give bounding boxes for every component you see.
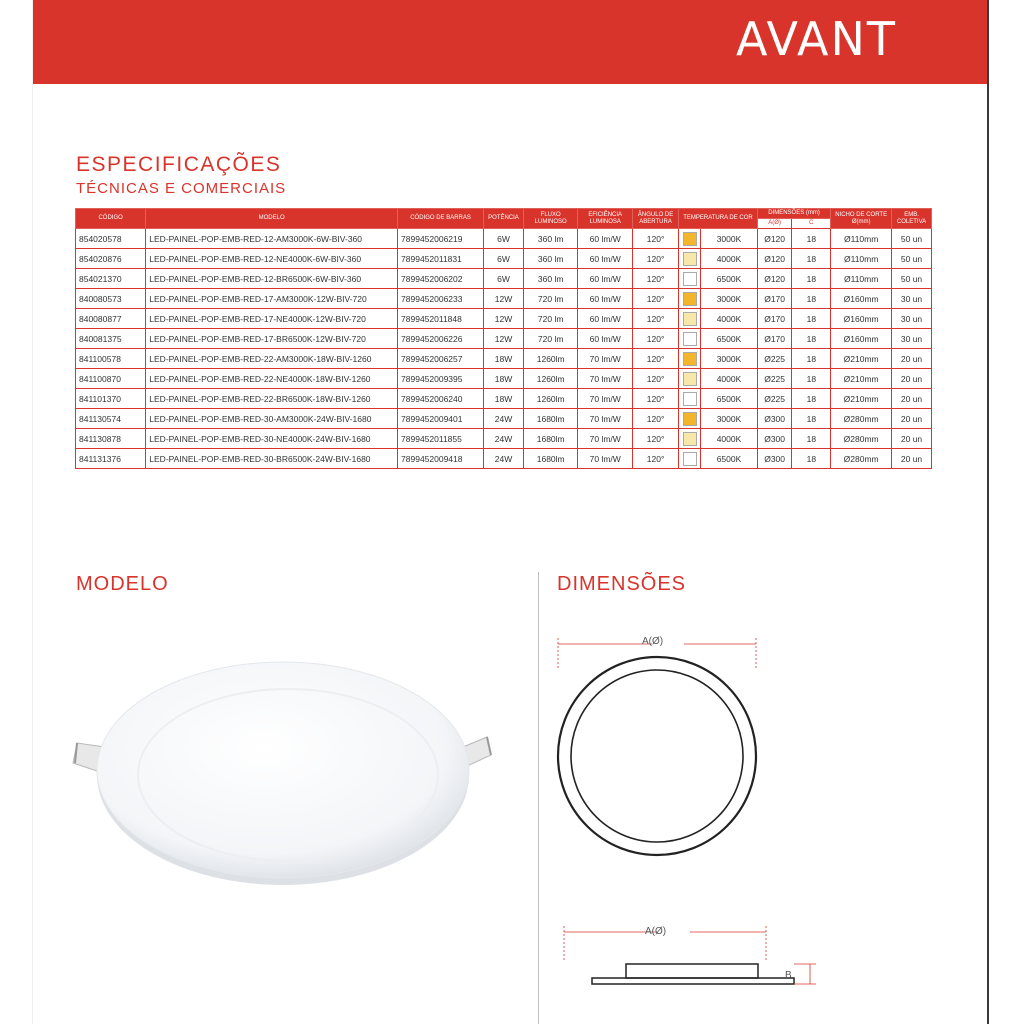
cell-angulo: 120° — [633, 229, 679, 249]
cell-c: 18 — [792, 289, 831, 309]
modelo-title: MODELO — [76, 573, 169, 595]
color-swatch — [683, 352, 697, 366]
cell-eficiencia: 60 lm/W — [578, 289, 633, 309]
cell-eficiencia: 70 lm/W — [578, 349, 633, 369]
cell-a: Ø170 — [757, 289, 792, 309]
spec-sheet-page — [32, 0, 989, 1024]
cell-potencia: 6W — [484, 249, 524, 269]
cell-a: Ø225 — [757, 369, 792, 389]
color-swatch — [683, 252, 697, 266]
cell-eficiencia: 60 lm/W — [578, 329, 633, 349]
cell-fluxo: 720 lm — [523, 289, 578, 309]
cell-a: Ø120 — [757, 249, 792, 269]
cell-fluxo: 1680lm — [523, 429, 578, 449]
cell-emb: 30 un — [892, 309, 932, 329]
heading-line1: ESPECIFICAÇÕES — [76, 153, 282, 176]
col-nicho: NICHO DE CORTE Ø(mm) — [831, 209, 892, 229]
cell-potencia: 24W — [484, 409, 524, 429]
cell-potencia: 18W — [484, 389, 524, 409]
cell-codigo: 841130574 — [76, 409, 146, 429]
col-temperatura: TEMPERATURA DE COR — [679, 209, 758, 229]
cell-nicho: Ø210mm — [831, 369, 892, 389]
color-swatch-cell — [679, 449, 701, 469]
color-swatch — [683, 452, 697, 466]
color-swatch-cell — [679, 409, 701, 429]
cell-a: Ø225 — [757, 389, 792, 409]
table-header-row — [76, 209, 932, 219]
cell-emb: 30 un — [892, 289, 932, 309]
cell-c: 18 — [792, 449, 831, 469]
cell-modelo: LED-PAINEL-POP-EMB-RED-30-NE4000K-24W-BIV-1680 — [146, 429, 398, 449]
cell-eficiencia: 70 lm/W — [578, 369, 633, 389]
cell-modelo: LED-PAINEL-POP-EMB-RED-17-NE4000K-12W-BIV-720 — [146, 309, 398, 329]
avant-logo: AVANT — [735, 12, 897, 66]
table-row — [76, 269, 932, 289]
cell-c: 18 — [792, 249, 831, 269]
cell-a: Ø300 — [757, 429, 792, 449]
cell-codigo: 854020876 — [76, 249, 146, 269]
cell-codigo: 841101370 — [76, 389, 146, 409]
cell-nicho: Ø280mm — [831, 449, 892, 469]
cell-eficiencia: 70 lm/W — [578, 429, 633, 449]
dim-label-a-top: A(Ø) — [642, 636, 664, 647]
cell-nicho: Ø110mm — [831, 249, 892, 269]
col-codigo: CÓDIGO — [76, 209, 146, 229]
cell-fluxo: 1680lm — [523, 449, 578, 469]
table-row — [76, 349, 932, 369]
cell-c: 18 — [792, 409, 831, 429]
round-led-panel-image — [63, 655, 503, 915]
cell-temperatura: 3000K — [701, 289, 758, 309]
cell-emb: 50 un — [892, 269, 932, 289]
cell-codigo: 854021370 — [76, 269, 146, 289]
dimensoes-title: DIMENSÕES — [557, 573, 687, 595]
color-swatch-cell — [679, 329, 701, 349]
cell-nicho: Ø110mm — [831, 269, 892, 289]
color-swatch-cell — [679, 269, 701, 289]
cell-eficiencia: 70 lm/W — [578, 449, 633, 469]
cell-fluxo: 720 lm — [523, 309, 578, 329]
cell-modelo: LED-PAINEL-POP-EMB-RED-12-BR6500K-6W-BIV-360 — [146, 269, 398, 289]
cell-angulo: 120° — [633, 389, 679, 409]
cell-barras: 7899452006240 — [398, 389, 484, 409]
cell-modelo: LED-PAINEL-POP-EMB-RED-22-NE4000K-18W-BIV-1260 — [146, 369, 398, 389]
cell-modelo: LED-PAINEL-POP-EMB-RED-12-NE4000K-6W-BIV-360 — [146, 249, 398, 269]
cell-eficiencia: 60 lm/W — [578, 249, 633, 269]
cell-c: 18 — [792, 269, 831, 289]
cell-fluxo: 1260lm — [523, 369, 578, 389]
cell-potencia: 18W — [484, 369, 524, 389]
cell-nicho: Ø110mm — [831, 229, 892, 249]
color-swatch-cell — [679, 289, 701, 309]
cell-temperatura: 3000K — [701, 409, 758, 429]
cell-temperatura: 6500K — [701, 389, 758, 409]
color-swatch — [683, 372, 697, 386]
cell-c: 18 — [792, 369, 831, 389]
cell-potencia: 6W — [484, 229, 524, 249]
cell-barras: 7899452006219 — [398, 229, 484, 249]
cell-a: Ø300 — [757, 449, 792, 469]
cell-nicho: Ø160mm — [831, 329, 892, 349]
dim-label-a-side: A(Ø) — [645, 926, 667, 937]
specs-table — [75, 208, 932, 469]
table-row — [76, 389, 932, 409]
col-barras: CÓDIGO DE BARRAS — [398, 209, 484, 229]
brand-header — [33, 0, 987, 84]
cell-modelo: LED-PAINEL-POP-EMB-RED-30-BR6500K-24W-BIV-1680 — [146, 449, 398, 469]
table-row — [76, 449, 932, 469]
cell-codigo: 840080573 — [76, 289, 146, 309]
color-swatch-cell — [679, 429, 701, 449]
dim-label-b: B — [785, 970, 792, 981]
heading-line2: TÉCNICAS E COMERCIAIS — [76, 180, 287, 197]
cell-angulo: 120° — [633, 449, 679, 469]
cell-a: Ø225 — [757, 349, 792, 369]
cell-eficiencia: 60 lm/W — [578, 309, 633, 329]
cell-emb: 20 un — [892, 349, 932, 369]
cell-emb: 20 un — [892, 429, 932, 449]
cell-codigo: 841100578 — [76, 349, 146, 369]
table-row — [76, 249, 932, 269]
table-row — [76, 369, 932, 389]
cell-codigo: 841131376 — [76, 449, 146, 469]
cell-potencia: 12W — [484, 329, 524, 349]
cell-fluxo: 360 lm — [523, 229, 578, 249]
cell-nicho: Ø280mm — [831, 429, 892, 449]
color-swatch — [683, 392, 697, 406]
cell-potencia: 12W — [484, 289, 524, 309]
cell-c: 18 — [792, 349, 831, 369]
cell-potencia: 24W — [484, 429, 524, 449]
cell-codigo: 840081375 — [76, 329, 146, 349]
cell-emb: 30 un — [892, 329, 932, 349]
color-swatch-cell — [679, 309, 701, 329]
cell-codigo: 840080877 — [76, 309, 146, 329]
cell-temperatura: 4000K — [701, 309, 758, 329]
cell-emb: 50 un — [892, 249, 932, 269]
cell-angulo: 120° — [633, 369, 679, 389]
cell-temperatura: 6500K — [701, 329, 758, 349]
color-swatch — [683, 272, 697, 286]
cell-temperatura: 4000K — [701, 429, 758, 449]
cell-emb: 20 un — [892, 389, 932, 409]
cell-codigo: 841130878 — [76, 429, 146, 449]
cell-barras: 7899452009395 — [398, 369, 484, 389]
cell-a: Ø170 — [757, 309, 792, 329]
col-eficiencia: EFICIÊNCIA LUMINOSA — [578, 209, 633, 229]
cell-angulo: 120° — [633, 269, 679, 289]
cell-modelo: LED-PAINEL-POP-EMB-RED-17-AM3000K-12W-BIV-720 — [146, 289, 398, 309]
cell-barras: 7899452006257 — [398, 349, 484, 369]
table-row — [76, 289, 932, 309]
col-emb: EMB. COLETIVA — [892, 209, 932, 229]
cell-temperatura: 6500K — [701, 449, 758, 469]
cell-modelo: LED-PAINEL-POP-EMB-RED-17-BR6500K-12W-BIV-720 — [146, 329, 398, 349]
cell-potencia: 12W — [484, 309, 524, 329]
cell-codigo: 854020578 — [76, 229, 146, 249]
cell-nicho: Ø210mm — [831, 389, 892, 409]
cell-fluxo: 1260lm — [523, 389, 578, 409]
cell-eficiencia: 70 lm/W — [578, 409, 633, 429]
cell-c: 18 — [792, 329, 831, 349]
cell-angulo: 120° — [633, 289, 679, 309]
cell-fluxo: 360 lm — [523, 269, 578, 289]
cell-angulo: 120° — [633, 409, 679, 429]
cell-fluxo: 1680lm — [523, 409, 578, 429]
cell-c: 18 — [792, 389, 831, 409]
cell-a: Ø300 — [757, 409, 792, 429]
cell-barras: 7899452009418 — [398, 449, 484, 469]
table-row — [76, 309, 932, 329]
cell-eficiencia: 70 lm/W — [578, 389, 633, 409]
cell-nicho: Ø210mm — [831, 349, 892, 369]
color-swatch-cell — [679, 229, 701, 249]
cell-codigo: 841100870 — [76, 369, 146, 389]
color-swatch — [683, 312, 697, 326]
table-row — [76, 429, 932, 449]
color-swatch — [683, 292, 697, 306]
dimension-top-view — [548, 628, 808, 868]
cell-nicho: Ø160mm — [831, 289, 892, 309]
cell-fluxo: 360 lm — [523, 249, 578, 269]
dimension-side-view — [548, 920, 828, 1000]
cell-fluxo: 1260lm — [523, 349, 578, 369]
cell-a: Ø120 — [757, 229, 792, 249]
section-divider — [538, 572, 539, 1024]
cell-modelo: LED-PAINEL-POP-EMB-RED-22-AM3000K-18W-BIV-1260 — [146, 349, 398, 369]
col-dimensoes: DIMENSÕES (mm) — [757, 209, 830, 219]
color-swatch — [683, 332, 697, 346]
cell-fluxo: 720 lm — [523, 329, 578, 349]
cell-modelo: LED-PAINEL-POP-EMB-RED-22-BR6500K-18W-BIV-1260 — [146, 389, 398, 409]
cell-c: 18 — [792, 229, 831, 249]
cell-emb: 20 un — [892, 449, 932, 469]
cell-barras: 7899452011855 — [398, 429, 484, 449]
cell-potencia: 6W — [484, 269, 524, 289]
cell-nicho: Ø160mm — [831, 309, 892, 329]
cell-eficiencia: 60 lm/W — [578, 229, 633, 249]
cell-angulo: 120° — [633, 309, 679, 329]
color-swatch — [683, 412, 697, 426]
color-swatch-cell — [679, 369, 701, 389]
cell-eficiencia: 60 lm/W — [578, 269, 633, 289]
cell-angulo: 120° — [633, 349, 679, 369]
cell-a: Ø120 — [757, 269, 792, 289]
table-row — [76, 409, 932, 429]
cell-temperatura: 6500K — [701, 269, 758, 289]
cell-temperatura: 4000K — [701, 249, 758, 269]
table-row — [76, 229, 932, 249]
cell-temperatura: 3000K — [701, 349, 758, 369]
col-fluxo: FLUXO LUMINOSO — [523, 209, 578, 229]
color-swatch-cell — [679, 349, 701, 369]
cell-barras: 7899452006233 — [398, 289, 484, 309]
col-dim-a: A(Ø) — [757, 219, 792, 229]
cell-barras: 7899452011848 — [398, 309, 484, 329]
cell-c: 18 — [792, 429, 831, 449]
cell-potencia: 18W — [484, 349, 524, 369]
cell-emb: 20 un — [892, 409, 932, 429]
cell-temperatura: 4000K — [701, 369, 758, 389]
cell-emb: 20 un — [892, 369, 932, 389]
cell-angulo: 120° — [633, 249, 679, 269]
cell-angulo: 120° — [633, 329, 679, 349]
cell-angulo: 120° — [633, 429, 679, 449]
cell-temperatura: 3000K — [701, 229, 758, 249]
color-swatch — [683, 232, 697, 246]
cell-modelo: LED-PAINEL-POP-EMB-RED-30-AM3000K-24W-BIV-1680 — [146, 409, 398, 429]
cell-emb: 50 un — [892, 229, 932, 249]
cell-modelo: LED-PAINEL-POP-EMB-RED-12-AM3000K-6W-BIV-360 — [146, 229, 398, 249]
cell-barras: 7899452006202 — [398, 269, 484, 289]
color-swatch-cell — [679, 249, 701, 269]
cell-barras: 7899452011831 — [398, 249, 484, 269]
cell-nicho: Ø280mm — [831, 409, 892, 429]
cell-c: 18 — [792, 309, 831, 329]
cell-barras: 7899452009401 — [398, 409, 484, 429]
col-dim-c: C — [792, 219, 831, 229]
col-angulo: ÂNGULO DE ABERTURA — [633, 209, 679, 229]
cell-a: Ø170 — [757, 329, 792, 349]
cell-potencia: 24W — [484, 449, 524, 469]
cell-barras: 7899452006226 — [398, 329, 484, 349]
table-row — [76, 329, 932, 349]
col-potencia: POTÊNCIA — [484, 209, 524, 229]
color-swatch-cell — [679, 389, 701, 409]
color-swatch — [683, 432, 697, 446]
col-modelo: MODELO — [146, 209, 398, 229]
